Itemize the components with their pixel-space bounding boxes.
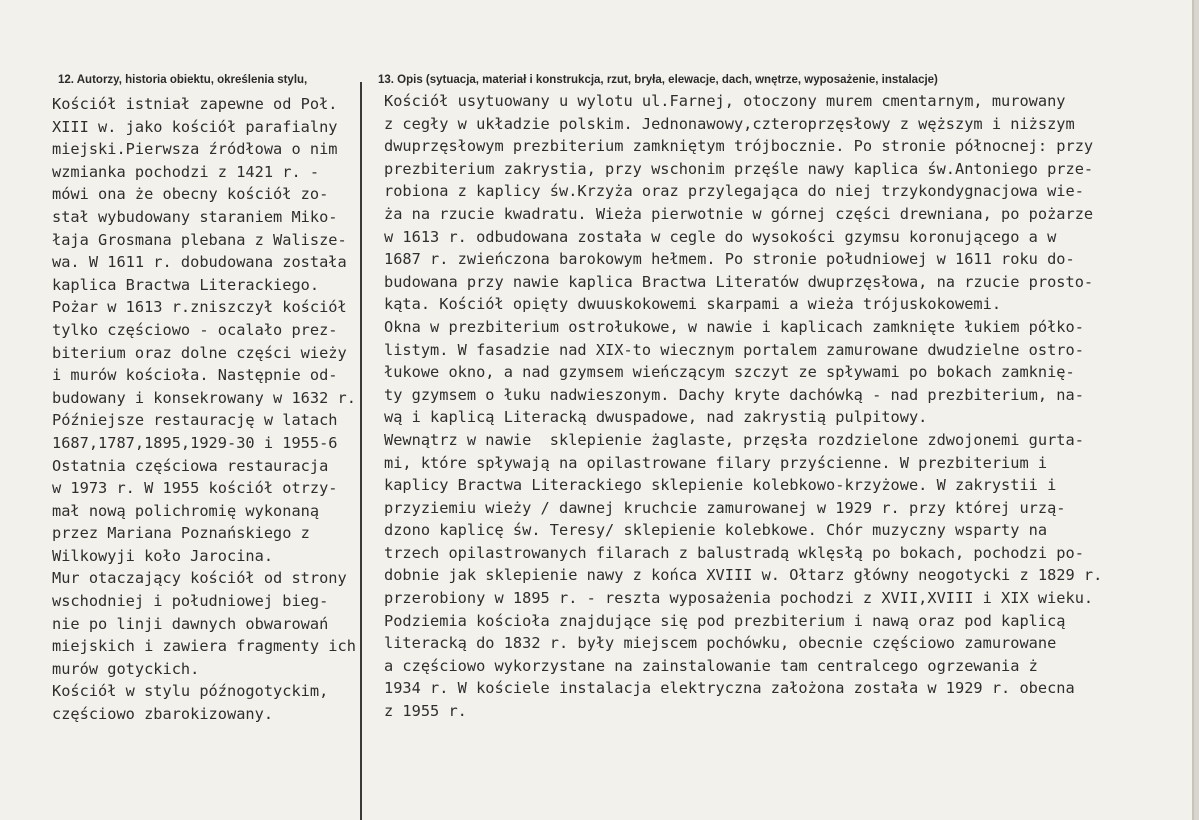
text-line: mówi ona że obecny kościół zo- [52, 185, 329, 204]
text-line: ty gzymsem o łuku nadwieszonym. Dachy kryte dachówką - nad prezbiterium, na- [384, 385, 1084, 404]
text-line: łaja Grosmana plebana z Walisze- [52, 230, 347, 249]
text-line: Pożar w 1613 r.zniszczył kościół [52, 298, 347, 317]
text-line: mi, które spływają na opilastrowane filary przyścienne. W prezbiterium i [384, 453, 1048, 472]
section-12-header: 12. Autorzy, historia obiektu, określenia stylu, [58, 74, 308, 86]
text-line: kaplicy Bractwa Literackiego sklepienie kolebkowo-krzyżowe. W zakrystii i [384, 476, 1057, 495]
text-line: wzmianka pochodzi z 1421 r. - [52, 162, 320, 181]
text-line: kąta. Kościół opięty dwuuskokowemi skarpami a wieża trójuskokowemi. [384, 295, 1002, 314]
text-line: Ostatnia częściowa restauracja [52, 456, 329, 475]
text-line: w 1613 r. odbudowana została w cegle do wysokości gzymsu koronującego a w [384, 227, 1057, 246]
description-text-column [384, 90, 1192, 723]
text-line: kaplica Bractwa Literackiego. [52, 275, 320, 294]
text-line: 1934 r. W kościele instalacja elektryczna założona została w 1929 r. obecna [384, 679, 1075, 698]
history-text-column [52, 93, 382, 726]
section-13-header: 13. Opis (sytuacja, materiał i konstrukcja, rzut, bryła, elewacje, dach, wnętrze, wyposażenie, instalacje) [378, 74, 938, 86]
text-line: literacką do 1832 r. były miejscem pochówku, obecnie częściowo zamurowane [384, 634, 1057, 653]
text-line: prezbiterium zakrystia, przy wschonim przęśle nawy kaplica św.Antoniego prze- [384, 159, 1094, 178]
text-line: w 1973 r. W 1955 kościół otrzy- [52, 479, 338, 498]
text-line: wschodniej i południowej bieg- [52, 592, 329, 611]
text-line: miejskich i zawiera fragmenty ich [52, 637, 356, 656]
text-line: i murów kościoła. Następnie od- [52, 366, 338, 385]
text-line: 1687,1787,1895,1929-30 i 1955-6 [52, 433, 338, 452]
text-line: Kościół istniał zapewne od Poł. [52, 95, 338, 113]
text-line: przez Mariana Poznańskiego z [52, 524, 310, 543]
text-line: listym. W fasadzie nad XIX-to wiecznym portalem zamurowane dwudzielne ostro- [384, 340, 1084, 359]
text-line: wa. W 1611 r. dobudowana została [52, 253, 347, 272]
text-line: ża na rzucie kwadratu. Wieża pierwotnie w górnej części drewniana, po pożarze [384, 204, 1094, 223]
text-line: trzech opilastrowanych filarach z balustradą wklęsłą po bokach, pochodzi po- [384, 543, 1084, 562]
text-line: Wewnątrz w nawie sklepienie żaglaste, przęsła rozdzielone zdwojonemi gurta- [384, 430, 1084, 449]
text-line: łukowe okno, a nad gzymsem wieńczącym szczyt ze spływami po bokach zamknię- [384, 363, 1075, 382]
text-line: dzono kaplicę św. Teresy/ sklepienie kolebkowe. Chór muzyczny wsparty na [384, 521, 1048, 540]
text-line: nie po linji dawnych obwarowań [52, 614, 329, 633]
text-line: przyziemiu wieży / dawnej kruchcie zamurowanej w 1929 r. przy której urzą- [384, 498, 1066, 517]
text-line: miejski.Pierwsza źródłowa o nim [52, 140, 338, 159]
text-line: a częściowo wykorzystane na zainstalowanie tam centralcego ogrzewania ż [384, 656, 1038, 675]
text-line: robiona z kaplicy św.Krzyża oraz przylegająca do niej trzykondygnacjowa wie- [384, 182, 1084, 201]
text-line: murów gotyckich. [52, 659, 200, 678]
text-line: budowany i konsekrowany w 1632 r. [52, 388, 356, 407]
text-line: przerobiony w 1895 r. - reszta wyposażenia pochodzi z XVII,XVIII i XIX wieku. [384, 589, 1094, 608]
text-line: Wilkowyji koło Jarocina. [52, 546, 274, 565]
text-line: Kościół usytuowany u wylotu ul.Farnej, otoczony murem cmentarnym, murowany [384, 92, 1066, 110]
text-line: z cegły w układzie polskim. Jednonawowy,czteroprzęsłowy z węższym i niższym [384, 114, 1075, 133]
text-line: częściowo zbarokizowany. [52, 705, 274, 724]
text-line: dwuprzęsłowym prezbiterium zamkniętym trójbocznie. Po stronie północnej: przy [384, 137, 1094, 156]
text-line: Późniejsze restaurację w latach [52, 411, 338, 430]
text-line: tylko częściowo - ocalało prez- [52, 320, 338, 339]
text-line: stał wybudowany staraniem Miko- [52, 207, 338, 226]
text-line: mał nową polichromię wykonaną [52, 501, 320, 520]
text-line: wą i kaplicą Literacką dwuspadowe, nad zakrystią pulpitowy. [384, 408, 928, 427]
text-line: 1687 r. zwieńczona barokowym hełmem. Po stronie południowej w 1611 roku do- [384, 250, 1075, 269]
text-line: Okna w prezbiterium ostrołukowe, w nawie i kaplicach zamknięte łukiem półko- [384, 317, 1084, 336]
text-line: z 1955 r. [384, 702, 467, 721]
text-line: biterium oraz dolne części wieży [52, 343, 347, 362]
text-line: XIII w. jako kościół parafialny [52, 117, 338, 136]
text-line: budowana przy nawie kaplica Bractwa Literatów dwuprzęsłowa, na rzucie prosto- [384, 272, 1094, 291]
text-line: Mur otaczający kościół od strony [52, 569, 347, 588]
text-line: Podziemia kościoła znajdujące się pod prezbiterium i nawą oraz pod kaplicą [384, 611, 1066, 630]
text-line: Kościół w stylu późnogotyckim, [52, 682, 329, 701]
text-line: dobnie jak sklepienie nawy z końca XVIII w. Ołtarz główny neogotycki z 1829 r. [384, 566, 1103, 585]
